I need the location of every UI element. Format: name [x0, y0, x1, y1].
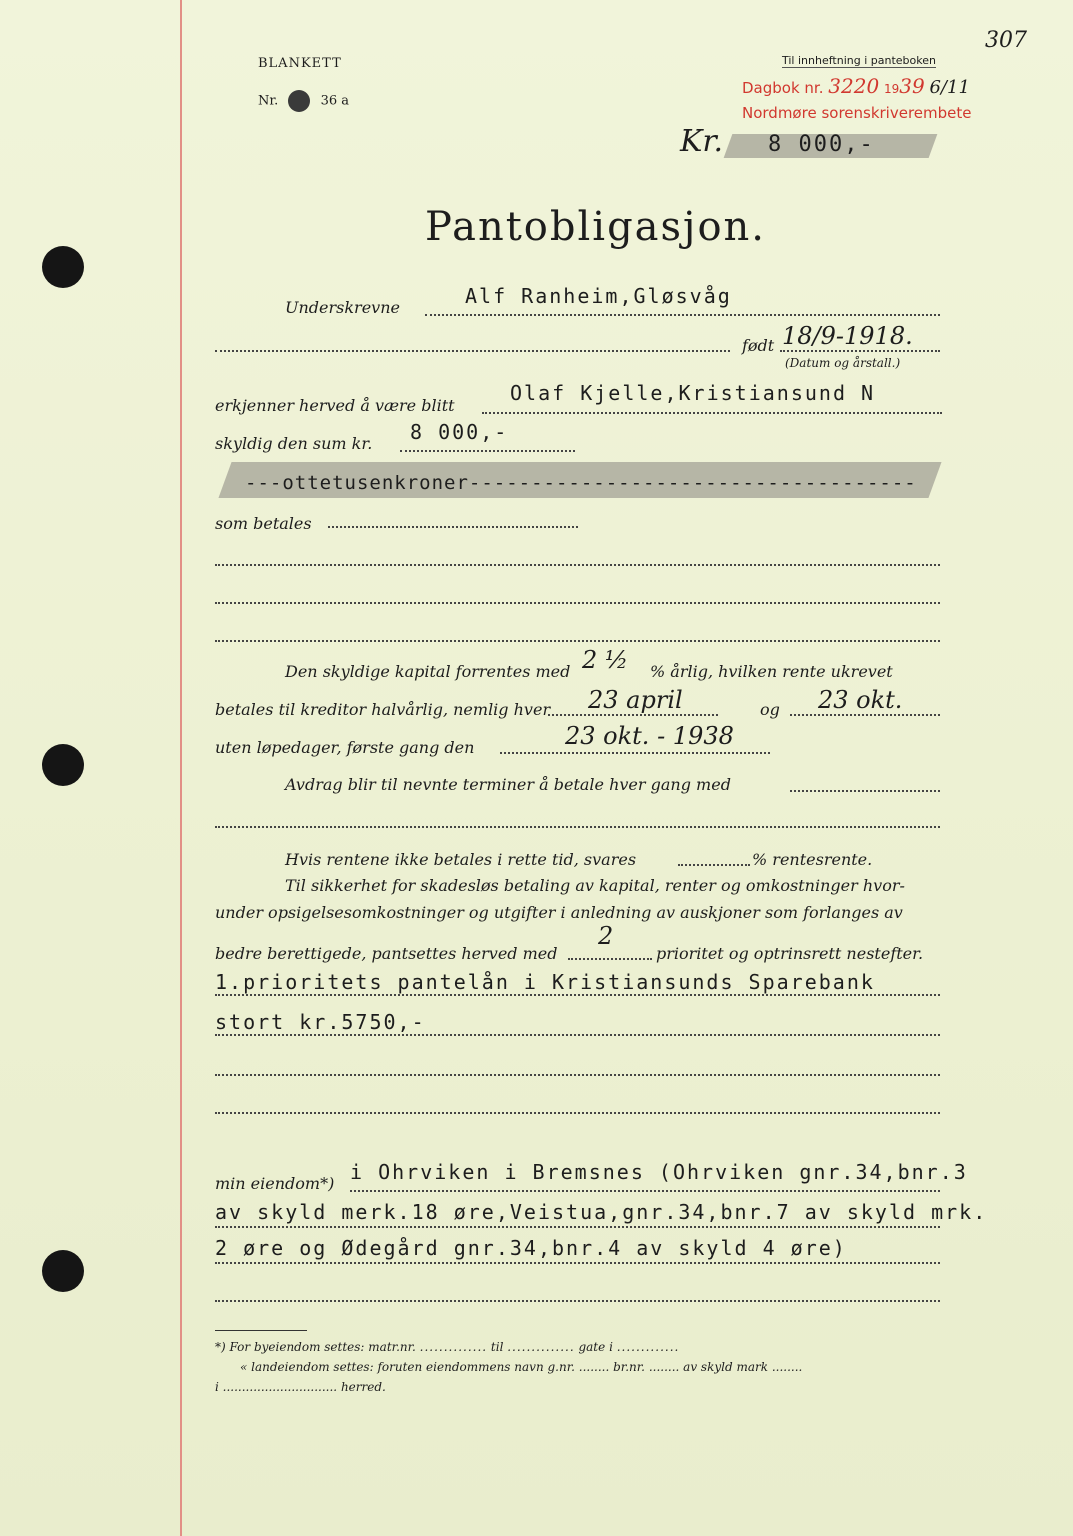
- corner-note: 307: [985, 28, 1027, 53]
- paid-label: som betales: [215, 514, 312, 533]
- footnote-line2: « landeiendom settes: foruten eiendommens navn g.nr. ........ br.nr. ........ av skyld mark ........: [240, 1360, 803, 1374]
- footnote-rule: [215, 1330, 307, 1331]
- interest-line2-b: og: [760, 700, 780, 719]
- sikkerhet-line1: Til sikkerhet for skadesløs betaling av kapital, renter og omkostninger hvor-: [285, 876, 905, 895]
- punch-hole: [42, 1250, 84, 1292]
- dotted-line: [215, 994, 940, 996]
- property-line3: 2 øre og Ødegård gnr.34,bnr.4 av skyld 4 øre): [215, 1236, 847, 1260]
- dotted-line: [215, 602, 940, 604]
- form-number: [258, 90, 349, 112]
- interest-line1-a: Den skyldige kapital forrentes med: [285, 662, 571, 681]
- sikkerhet-line3-a: bedre berettigede, pantsettes herved med: [215, 944, 558, 963]
- prior-line2: stort kr.5750,-: [215, 1010, 426, 1034]
- dotted-line: [400, 450, 575, 452]
- footnote2-b: br.nr.: [613, 1360, 645, 1374]
- sum-label: skyldig den sum kr.: [215, 434, 373, 453]
- office-stamp: Nordmøre sorenskriverembete: [742, 104, 972, 122]
- undersigned-value: Alf Ranheim,Gløsvåg: [465, 284, 732, 308]
- footnote1-d: i: [609, 1340, 613, 1354]
- sikkerhet-line2: under opsigelsesomkostninger og utgifter i anledning av auskjoner som forlanges av: [215, 903, 903, 922]
- dotted-line: [482, 412, 942, 414]
- dotted-line: [790, 790, 940, 792]
- footnote-line3: i .............................. herred.: [215, 1380, 386, 1394]
- born-label: født: [742, 336, 775, 355]
- dotted-line: [328, 526, 578, 528]
- dotted-line: [215, 1034, 940, 1036]
- property-line1: i Ohrviken i Bremsnes (Ohrviken gnr.34,bnr.3: [350, 1160, 968, 1184]
- dotted-line: [780, 350, 940, 352]
- dagbok-number: 3220: [828, 74, 880, 98]
- interest-date2: 23 okt.: [818, 686, 903, 714]
- footnote2-a: « landeiendom settes: foruten eiendommens navn g.nr.: [240, 1360, 575, 1374]
- dotted-line: [568, 958, 652, 960]
- footnote1-b: til: [490, 1340, 504, 1354]
- sum-words: ---ottetusenkroner------------------------------------: [245, 472, 917, 494]
- dotted-line: [790, 714, 940, 716]
- creditor-label: erkjenner herved å være blitt: [215, 396, 455, 415]
- dagbok-date: 6/11: [929, 77, 970, 98]
- born-value: 18/9-1918.: [782, 322, 913, 350]
- year-prefix: 19: [883, 82, 900, 96]
- prior-line1: 1.prioritets pantelån i Kristiansunds Sparebank: [215, 970, 875, 994]
- footnote3-b: herred.: [340, 1380, 386, 1394]
- property-label: min eiendom*): [215, 1174, 335, 1193]
- form-nr-prefix: Nr.: [258, 93, 279, 109]
- dotted-line: [500, 752, 770, 754]
- dotted-line: [215, 564, 940, 566]
- interest-line1-b: % årlig, hvilken rente ukrevet: [650, 662, 893, 681]
- creditor-value: Olaf Kjelle,Kristiansund N: [510, 381, 876, 405]
- dagbok-label: Dagbok nr.: [742, 79, 824, 97]
- dotted-line: [215, 1262, 940, 1264]
- dotted-line: [215, 640, 940, 642]
- sikkerhet-line3-b: prioritet og optrinsrett nestefter.: [656, 944, 924, 963]
- footnote3-a: i: [215, 1380, 219, 1394]
- dotted-line: [215, 350, 730, 352]
- interest-rate: 2 ½: [582, 646, 629, 674]
- interest-first-date: 23 okt. - 1938: [565, 722, 734, 750]
- dotted-line: [548, 714, 718, 716]
- amount-value: 8 000,-: [768, 132, 875, 157]
- interest-date1: 23 april: [588, 686, 683, 714]
- punch-hole: [42, 246, 84, 288]
- footnote1-c: gate: [578, 1340, 606, 1354]
- dotted-line: [215, 1226, 940, 1228]
- interest-line3-a: uten løpedager, første gang den: [215, 738, 475, 757]
- property-line2: av skyld merk.18 øre,Veistua,gnr.34,bnr.7 av skyld mrk.: [215, 1200, 988, 1224]
- stamp-top-line: Til innheftning i panteboken: [782, 54, 936, 67]
- margin-line: [180, 0, 182, 1536]
- dotted-line: [425, 314, 940, 316]
- document-title: Pantobligasjon.: [425, 204, 767, 250]
- footnote-line1: *) For byeiendom settes: matr.nr. .............. til .............. gate i .............: [215, 1340, 680, 1354]
- amount-label: Kr.: [680, 124, 723, 159]
- footnote2-c: av skyld mark: [683, 1360, 769, 1374]
- sum-value: 8 000,-: [410, 420, 509, 444]
- dotted-line: [215, 1300, 940, 1302]
- interest-line2-a: betales til kreditor halvårlig, nemlig hver: [215, 700, 551, 719]
- dotted-line: [215, 1112, 940, 1114]
- form-nr-value: 36 a: [320, 93, 350, 109]
- punch-hole: [42, 744, 84, 786]
- undersigned-label: Underskrevne: [285, 298, 400, 317]
- dotted-line: [215, 1074, 940, 1076]
- dagbok-stamp: [742, 74, 970, 98]
- avdrag-text: Avdrag blir til nevnte terminer å betale hver gang med: [285, 775, 731, 794]
- dotted-line: [350, 1190, 940, 1192]
- dotted-line: [678, 864, 750, 866]
- born-note: (Datum og årstall.): [785, 356, 901, 370]
- priority-number: 2: [598, 922, 614, 950]
- footnote1-a: *) For byeiendom settes: matr.nr.: [215, 1340, 416, 1354]
- seal-icon: [288, 90, 310, 112]
- dagbok-year: 39: [899, 74, 925, 98]
- dotted-line: [215, 826, 940, 828]
- renter-text-b: % rentesrente.: [752, 850, 873, 869]
- renter-text-a: Hvis rentene ikke betales i rette tid, svares: [285, 850, 637, 869]
- form-label: BLANKETT: [258, 56, 342, 71]
